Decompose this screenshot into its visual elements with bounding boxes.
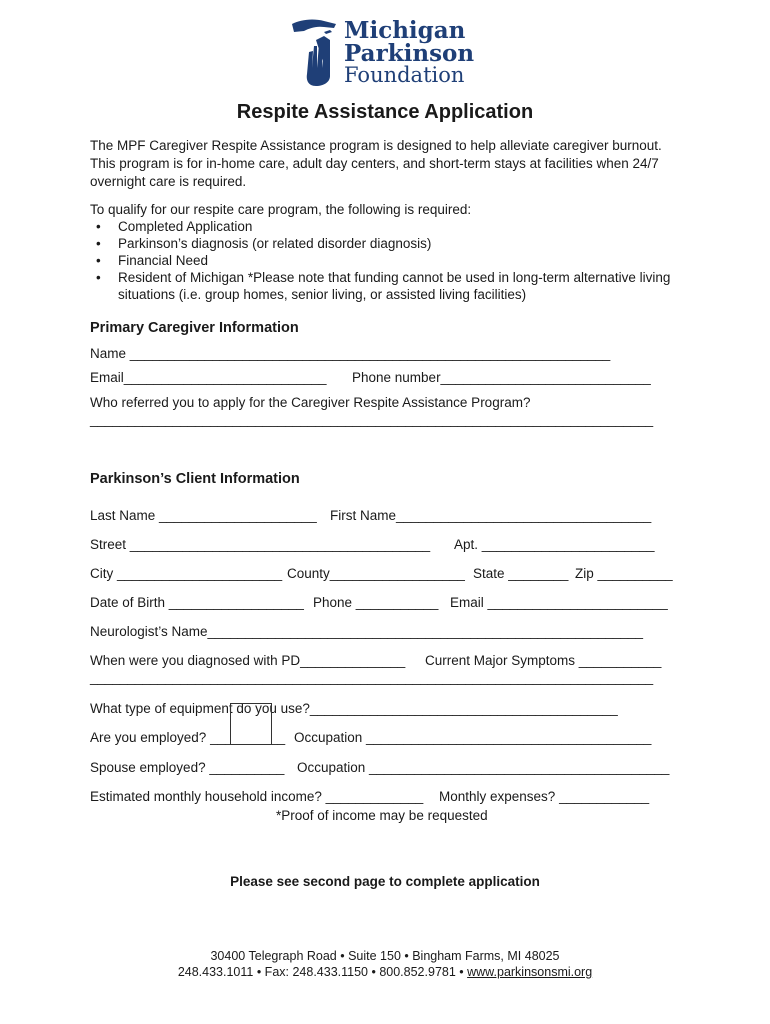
income-field[interactable]: Estimated monthly household income? _____________	[90, 789, 424, 804]
second-page-note: Please see second page to complete application	[230, 874, 540, 889]
dob-field[interactable]: Date of Birth __________________	[90, 595, 304, 610]
requirement-item: Financial Need	[118, 253, 209, 268]
apt-field[interactable]: Apt. _______________________	[454, 537, 655, 552]
logo-line-2: Parkinson	[344, 40, 475, 67]
page-title: Respite Assistance Application	[236, 101, 534, 123]
caregiver-email-field[interactable]: Email___________________________	[90, 370, 327, 385]
caregiver-heading: Primary Caregiver Information	[90, 320, 299, 336]
bullet-3: •	[96, 253, 101, 268]
caregiver-phone-field[interactable]: Phone number____________________________	[352, 370, 651, 385]
symptoms-continued-field[interactable]: ___________________________________________________________________________	[90, 670, 654, 685]
client-phone-field[interactable]: Phone ___________	[313, 595, 439, 610]
bullet-2: •	[96, 236, 101, 251]
spouse-employed-field[interactable]: Spouse employed? __________	[90, 760, 285, 775]
referral-question: Who referred you to apply for the Caregiver Respite Assistance Program?	[90, 395, 531, 410]
zip-field[interactable]: Zip __________	[575, 566, 673, 581]
diagnosis-date-field[interactable]: When were you diagnosed with PD______________	[90, 653, 406, 668]
client-email-field[interactable]: Email ________________________	[450, 595, 668, 610]
occupation-field[interactable]: Occupation ______________________________________	[294, 730, 652, 745]
client-heading: Parkinson’s Client Information	[90, 471, 300, 487]
symptoms-field[interactable]: Current Major Symptoms ___________	[425, 653, 662, 668]
footer-contact-numbers: 248.433.1011 • Fax: 248.433.1150 • 800.852.9781 •	[177, 965, 468, 979]
county-field[interactable]: County__________________	[287, 566, 465, 581]
employment-checkbox[interactable]	[230, 703, 272, 745]
expenses-field[interactable]: Monthly expenses? ____________	[439, 789, 650, 804]
hands-icon	[290, 18, 342, 88]
employed-field[interactable]: Are you employed? __________	[90, 730, 286, 745]
bullet-4: •	[96, 270, 101, 285]
requirement-item: Parkinson’s diagnosis (or related disorder diagnosis)	[118, 236, 432, 251]
footer-contact	[0, 965, 770, 979]
first-name-field[interactable]: First Name__________________________________	[330, 508, 652, 523]
requirement-item: Completed Application	[118, 219, 253, 234]
street-field[interactable]: Street ________________________________________	[90, 537, 431, 552]
website-link[interactable]: www.parkinsonsmi.org	[467, 965, 593, 979]
requirements-intro: To qualify for our respite care program, the following is required:	[90, 202, 472, 217]
neurologist-field[interactable]: Neurologist’s Name__________________________________________________________	[90, 624, 644, 639]
foundation-logo	[290, 16, 490, 88]
city-field[interactable]: City ______________________	[90, 566, 283, 581]
state-field[interactable]: State ________	[473, 566, 569, 581]
requirement-item: Resident of Michigan *Please note that funding cannot be used in long-term alternative living situations (i.e. group homes, senior living, or assisted living facilities)	[118, 270, 671, 302]
last-name-field[interactable]: Last Name _____________________	[90, 508, 317, 523]
referral-answer-field[interactable]: ___________________________________________________________________________	[90, 412, 654, 427]
intro-paragraph: The MPF Caregiver Respite Assistance program is designed to help alleviate caregiver burnout. This program is for in-home care, adult day centers, and short-term stays at facilities when 24/7 overnight care is required.	[90, 138, 662, 189]
spouse-occupation-field[interactable]: Occupation ________________________________________	[297, 760, 670, 775]
caregiver-name-field[interactable]: Name ________________________________________________________________	[90, 346, 611, 361]
footer-address: 30400 Telegraph Road • Suite 150 • Bingham Farms, MI 48025	[210, 949, 560, 963]
proof-note: *Proof of income may be requested	[276, 808, 488, 823]
bullet-1: •	[96, 219, 101, 234]
logo-line-3: Foundation	[344, 63, 465, 87]
logo-line-1: Michigan	[344, 17, 466, 44]
equipment-field[interactable]: What type of equipment do you use?_________________________________________	[90, 701, 618, 716]
